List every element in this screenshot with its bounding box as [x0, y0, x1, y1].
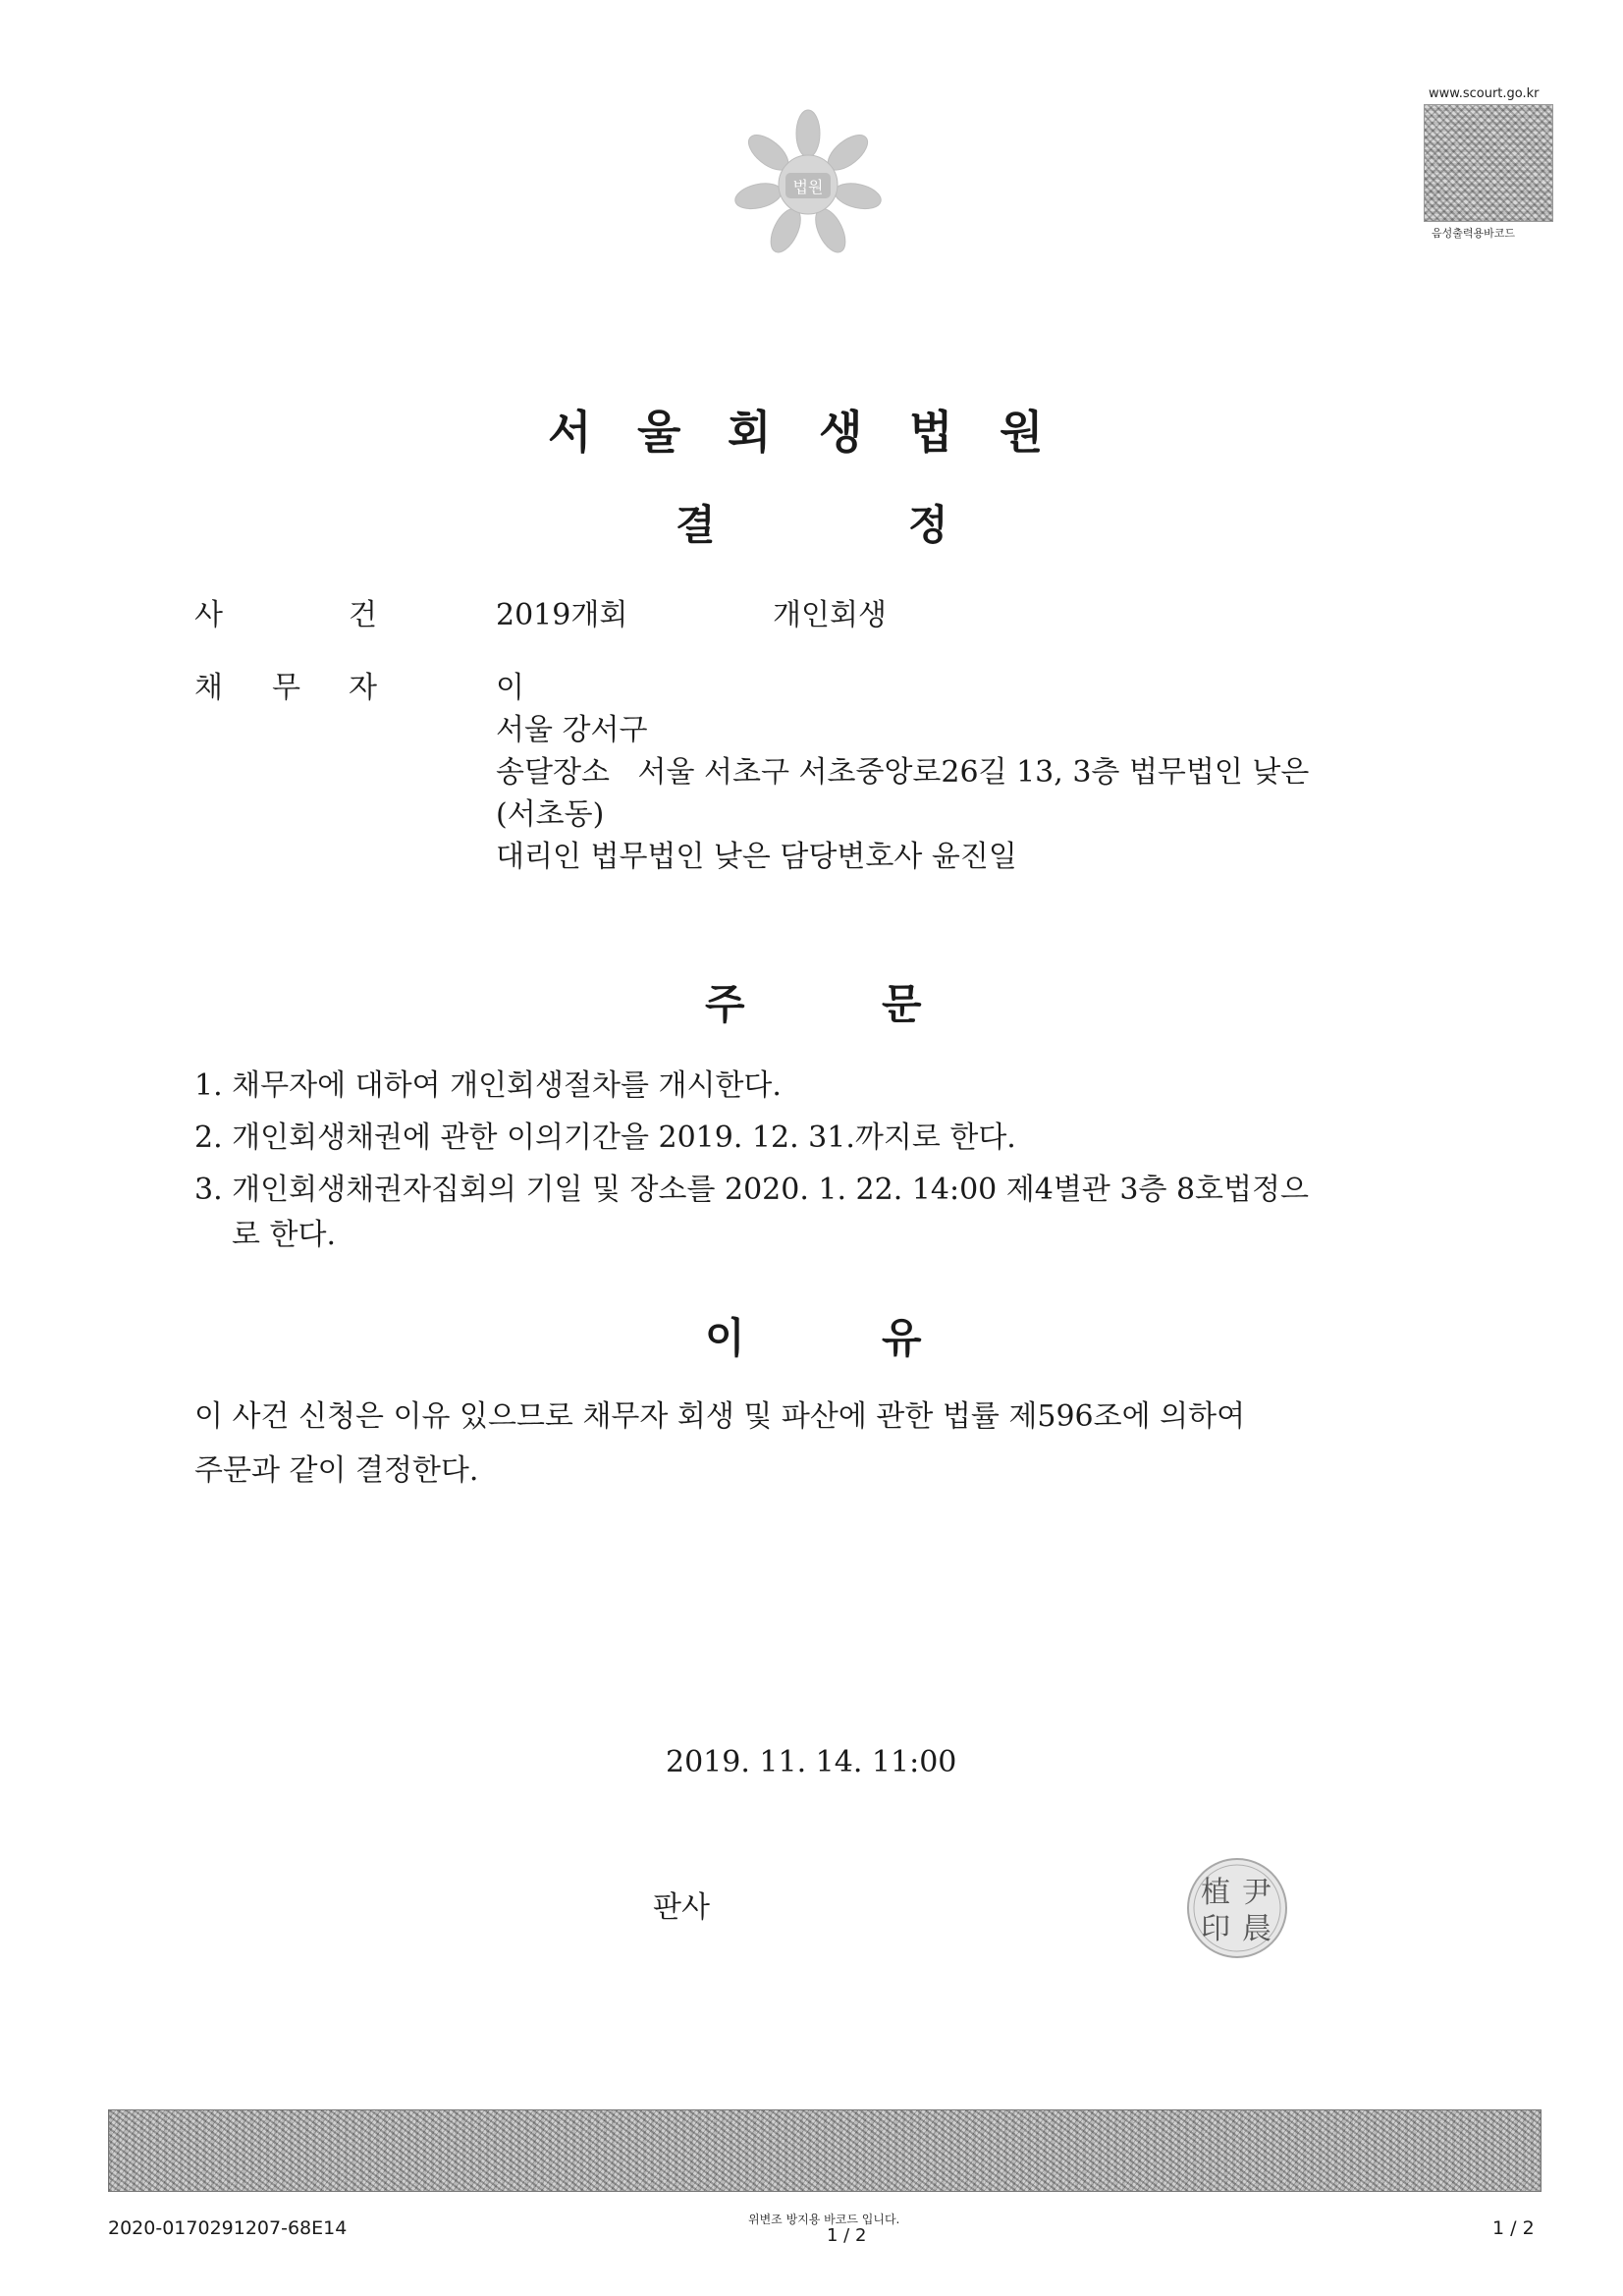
svg-text:晨: 晨: [1242, 1912, 1271, 1946]
page-number-center: 1 / 2: [827, 2225, 867, 2246]
doc-type-char: 정: [908, 501, 948, 549]
court-name-char: 법: [909, 406, 953, 459]
svg-text:印: 印: [1201, 1912, 1230, 1946]
order-item-2: 2. 개인회생채권에 관한 이의기간을 2019. 12. 31.까지로 한다.: [194, 1121, 1016, 1155]
debtor-label-char: 무: [272, 671, 300, 705]
judge-seal-stamp: [1183, 1854, 1291, 1962]
page-number-right: 1 / 2: [1492, 2217, 1535, 2239]
qr-url-text: www.scourt.go.kr: [1429, 86, 1540, 101]
reason-heading-char: 유: [882, 1314, 922, 1362]
debtor-name: 이: [496, 671, 524, 705]
judge-label: 판사: [653, 1890, 710, 1925]
doc-type-char: 결: [676, 501, 716, 549]
order-heading-char: 문: [882, 980, 922, 1028]
svg-text:尹: 尹: [1242, 1876, 1271, 1910]
case-number: 2019개회: [496, 598, 628, 632]
debtor-address: 서울 강서구: [496, 713, 648, 747]
reason-line-1: 이 사건 신청은 이유 있으므로 채무자 회생 및 파산에 관한 법률 제596조에 의하여: [194, 1399, 1246, 1434]
court-emblem-icon: [734, 106, 882, 253]
court-name-char: 서: [548, 406, 592, 459]
debtor-delivery-address-cont: (서초동): [496, 797, 605, 832]
debtor-agent: 대리인 법무법인 낮은 담당변호사 윤진일: [496, 840, 1017, 874]
qr-code: [1424, 104, 1553, 222]
barcode-note: 위변조 방지용 바코드 입니다.: [748, 2213, 900, 2226]
reason-heading-char: 이: [705, 1314, 745, 1362]
order-item-1: 1. 채무자에 대하여 개인회생절차를 개시한다.: [194, 1068, 782, 1103]
debtor-delivery-address: 송달장소 서울 서초구 서초중앙로26길 13, 3층 법무법인 낮은: [496, 755, 1310, 790]
order-heading-char: 주: [705, 980, 745, 1028]
order-item-3-cont: 로 한다.: [232, 1218, 337, 1252]
order-item-3: 3. 개인회생채권자집회의 기일 및 장소를 2020. 1. 22. 14:00 제4별관 3층 8호법정으: [194, 1173, 1309, 1207]
document-id: 2020-0170291207-68E14: [108, 2217, 348, 2239]
case-type: 개인회생: [773, 598, 887, 632]
court-name-char: 회: [728, 406, 772, 459]
qr-caption: 음성출력용바코드: [1432, 227, 1516, 240]
case-label-char: 사: [194, 598, 223, 632]
debtor-label-char: 자: [349, 671, 377, 705]
reason-line-2: 주문과 같이 결정한다.: [194, 1453, 479, 1488]
emblem-text: 법원: [792, 178, 824, 196]
anti-forgery-barcode: [108, 2109, 1542, 2192]
court-name-char: 원: [1000, 406, 1044, 459]
case-label-char: 건: [349, 598, 377, 632]
svg-text:植: 植: [1201, 1876, 1230, 1910]
decision-date: 2019. 11. 14. 11:00: [666, 1745, 957, 1779]
court-name-char: 울: [637, 406, 681, 459]
debtor-label-char: 채: [194, 671, 223, 705]
court-name-char: 생: [819, 406, 863, 459]
